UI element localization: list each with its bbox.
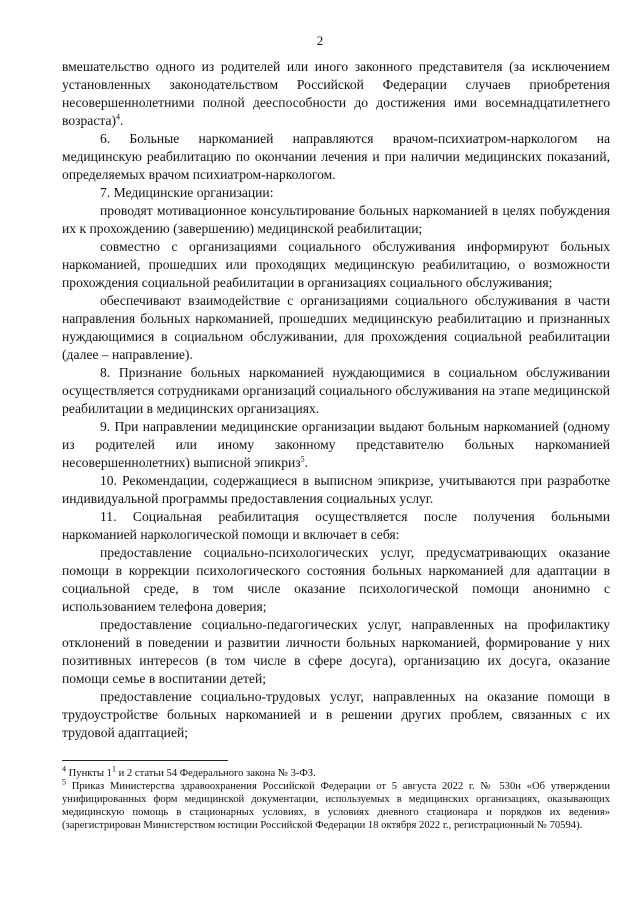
footnote-text-tail: и 2 статьи 54 Федерального закона № 3-ФЗ. (115, 768, 316, 779)
paragraph-text: вмешательство одного из родителей или иного законного представителя (за исключением установленных законодательством Российской Федерации случаев приобретения несовершеннолетними полной дееспособности до достижения ими восемнадцатилетнего возраста) (62, 59, 610, 128)
footnote-divider (62, 760, 228, 761)
footnote-inner-sup: 1 (111, 764, 116, 774)
paragraph-continuation (62, 58, 610, 130)
footnotes (62, 764, 610, 832)
footnote-ref: 5 (300, 454, 305, 464)
paragraph-11-item-2: предоставление социально-педагогических услуг, направленных на профилактику отклонений в поведении и развитии личности больных наркоманией, формирование у них позитивных интересов (в том числе в сфере досуга), организацию их досуга, оказание помощи семье в воспитании детей; (62, 617, 610, 686)
paragraph-tail: . (120, 113, 124, 128)
paragraph-9 (62, 418, 610, 472)
paragraph-8: 8. Признание больных наркоманией нуждающимися в социальном обслуживании осуществляется сотрудниками организаций социального обслуживания на этапе медицинской реабилитации в медицинских организациях. (62, 365, 610, 416)
page-number: 2 (316, 33, 324, 48)
footnote-mark: 4 (62, 764, 66, 774)
footnote-ref: 4 (116, 112, 121, 122)
footnote-5 (62, 777, 610, 832)
paragraph-7: 7. Медицинские организации: (100, 185, 274, 200)
paragraph-10: 10. Рекомендации, содержащиеся в выписном эпикризе, учитываются при разработке индивидуальной программы предоставления социальных услуг. (62, 473, 610, 506)
paragraph-text: 9. При направлении медицинские организации выдают больным наркоманией (одному из родителей или иному законному представителю больных наркоманией несовершеннолетних) выписной эпикриз (62, 419, 610, 470)
footnote-mark: 5 (62, 777, 66, 787)
paragraph-11: 11. Социальная реабилитация осуществляется после получения больными наркоманией наркологической помощи и включает в себя: (62, 509, 610, 542)
paragraph-7-item-2: совместно с организациями социального обслуживания информируют больных наркоманией, прошедших или проходящих медицинскую реабилитацию, о возможности прохождения социальной реабилитации в организациях социального обслуживания; (62, 239, 610, 290)
footnote-text: Приказ Министерства здравоохранения Российской Федерации от 5 августа 2022 г. № 530н «Об утверждении унифицированных форм медицинской документации, используемых в медицинских организациях, оказывающих медицинскую помощь в стационарных условиях, в условиях дневного стационара и порядков их ведения» (зарегистрирован Министерством юстиции Российской Федерации 18 октября 2022 г., регистрационный № 70594). (62, 781, 610, 831)
paragraph-7-item-3: обеспечивают взаимодействие с организациями социального обслуживания в части направления больных наркоманией, прошедших медицинскую реабилитацию и признанных нуждающимися в социальном обслуживании, для прохождения социальной реабилитации (далее – направление). (62, 293, 610, 362)
footnote-4 (62, 764, 610, 780)
paragraph-6: 6. Больные наркоманией направляются врачом-психиатром-наркологом на медицинскую реабилитацию по окончании лечения и при наличии медицинских показаний, определяемых врачом психиатром-наркологом. (62, 131, 610, 182)
footnote-text: Пункты 1 (66, 768, 112, 779)
paragraph-7-item-1: проводят мотивационное консультирование больных наркоманией в целях побуждения их к прохождению (завершению) медицинской реабилитации; (62, 203, 610, 236)
paragraph-11-item-3: предоставление социально-трудовых услуг, направленных на оказание помощи в трудоустройстве больных наркоманией и в решении других проблем, связанных с их трудовой адаптацией; (62, 689, 610, 740)
document-body (62, 58, 610, 742)
paragraph-11-item-1: предоставление социально-психологических услуг, предусматривающих оказание помощи в коррекции психологического состояния больных наркоманией для адаптации в социальной среде, в том числе оказание психологической помощи анонимно с использованием телефона доверия; (62, 545, 610, 614)
paragraph-tail: . (304, 455, 309, 470)
